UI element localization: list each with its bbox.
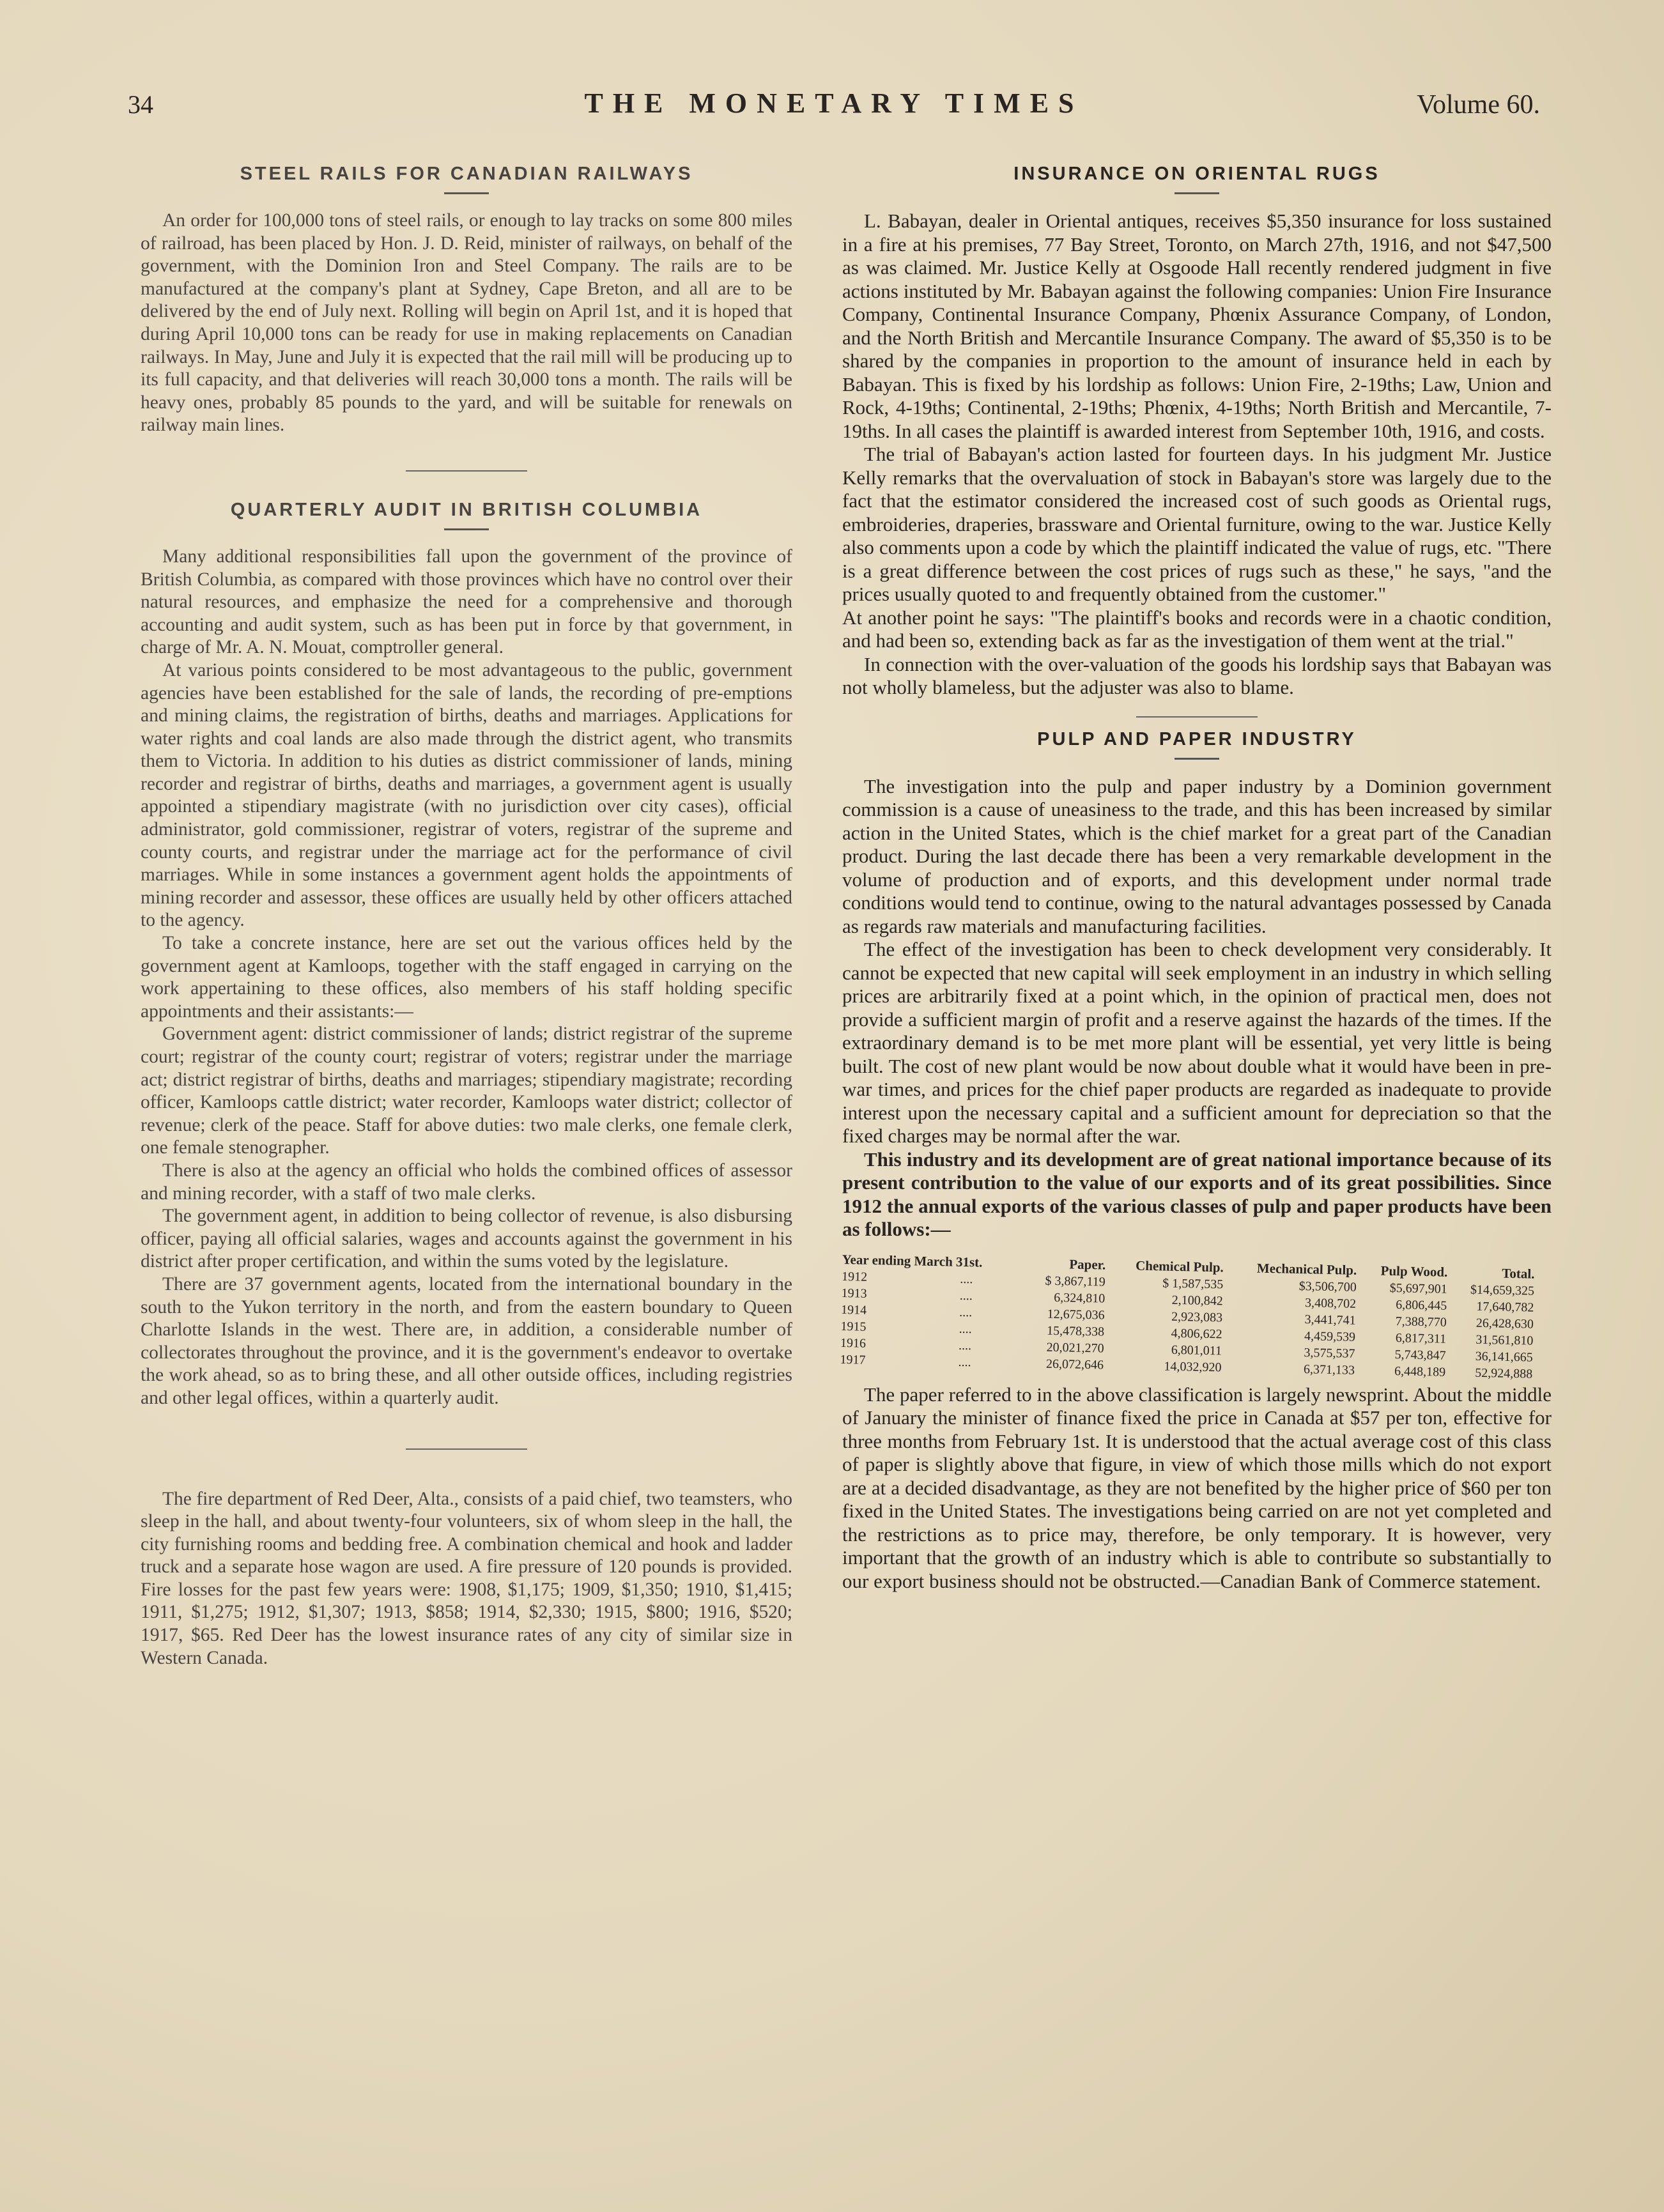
value-cell: 6,324,810: [1054, 1290, 1105, 1306]
column-header: Year ending March 31st.: [842, 1251, 983, 1270]
section-divider: [1136, 716, 1258, 718]
article-pulp-paper: [842, 729, 1552, 1594]
value-cell: 2,923,083: [1171, 1309, 1223, 1325]
paragraph: L. Babayan, dealer in Oriental antiques, receives $5,350 insurance for loss sustained in a fire at his premises, 77 Bay Street, Toronto, on March 27th, 1916, and not $47,500 as was claimed. Mr. Justice Kelly at Osgoode Hall recently rendered judgment in five actions instituted by Mr. Babayan against the following companies: Union Fire Insurance Company, Continental Insurance Company, Phœnix Assurance Company, of London, and the North British and Mercantile Insurance Company. The award of $5,350 is to be shared by the companies in proportion to the amount of insurance held in each by Babayan. This is fixed by his lordship as follows: Union Fire, 2-19ths; Law, Union and Rock, 4-19ths; Continental, 2-19ths; Phœnix, 4-19ths; North British and Mercantile, 7-19ths. In all cases the plaintiff is awarded interest from September 10th, 1916, and costs.: [842, 210, 1552, 442]
paragraph: The government agent, in addition to being collector of revenue, is also disbursing officer, paying all official salaries, wages and accounts against the government in his district after proper certification, and within the sums voted by the legislature.: [141, 1206, 792, 1272]
value-cell: 26,428,630: [1475, 1316, 1534, 1332]
year-cell: 1912: [841, 1269, 868, 1284]
volume-label: Volume 60.: [1417, 90, 1540, 119]
title-underline: [444, 528, 489, 530]
exports-table: [840, 1252, 1539, 1383]
value-cell: 26,072,646: [1045, 1356, 1104, 1372]
value-cell: 6,817,311: [1395, 1330, 1447, 1346]
value-cell: 4,459,539: [1304, 1328, 1356, 1344]
leader-dots: ....: [959, 1305, 973, 1319]
year-cell: 1914: [840, 1302, 867, 1317]
value-cell: 6,448,189: [1394, 1363, 1446, 1379]
paragraph: There are 37 government agents, located from the international boundary in the south to the Yukon territory in the north, and from the eastern boundary to Queen Charlotte Islands in the west. There are, in addition, a considerable number of collectorates throughout the province, and it is the government's endeavor to overtake the work ahead, so as to bring these, and all other outside offices, including registries and other legal offices, within a quarterly audit.: [141, 1273, 792, 1408]
section-divider: [406, 470, 527, 472]
value-cell: $ 1,587,535: [1162, 1276, 1224, 1291]
article-steel-rails: [141, 164, 792, 437]
column-header: Pulp Wood.: [1380, 1263, 1448, 1280]
paragraph: The paper referred to in the above classification is largely newsprint. About the middle of January the minister of finance fixed the price in Canada at $57 per ton, effective for three months from February 1st. It is understood that the actual average cost of this class of paper is slightly above that figure, in view of which those mills which do not export are at a decided disadvantage, as they are not benefited by the higher price of $60 per ton fixed in the United States. The investigations being carried on are not yet completed and the restrictions as to price may, therefore, be only temporary. It is however, very important that the growth of an industry which is able to contribute so substantially to our export business should not be obstructed.—Canadian Bank of Commerce statement.: [842, 1383, 1552, 1592]
paragraph: To take a concrete instance, here are set out the various offices held by the government agent at Kamloops, together with the staff engaged in carrying on the work appertaining to these offices, also members of his staff holding specific appointments and their assistants:—: [141, 933, 792, 1022]
title-underline: [1175, 758, 1219, 760]
column-header: Total.: [1502, 1265, 1535, 1282]
value-cell: $ 3,867,119: [1045, 1273, 1105, 1289]
right-column: [842, 160, 1552, 1593]
paragraph: Many additional responsibilities fall upon the government of the province of British Columbia, as compared with those provinces which have no control over their natural resources, and emphasize the need for a comprehensive and thorough accounting and audit system, such as has been put in force by that government, in charge of Mr. A. N. Mouat, comptroller general.: [141, 546, 792, 658]
paragraph: There is also at the agency an official who holds the combined offices of assessor and mining recorder, with a staff of two male clerks.: [141, 1160, 792, 1204]
value-cell: 20,021,270: [1046, 1340, 1104, 1356]
year-cell: 1916: [840, 1335, 867, 1351]
article-title: QUARTERLY AUDIT IN BRITISH COLUMBIA: [230, 499, 703, 520]
title-underline: [1175, 192, 1219, 194]
value-cell: 5,743,847: [1394, 1347, 1446, 1363]
value-cell: 14,032,920: [1164, 1359, 1222, 1374]
left-column: [141, 160, 792, 1670]
leader-dots: ....: [960, 1271, 973, 1286]
value-cell: 3,441,741: [1304, 1312, 1356, 1328]
value-cell: 31,561,810: [1475, 1332, 1534, 1348]
column-header: Mechanical Pulp.: [1256, 1260, 1357, 1278]
paragraph: At another point he says: "The plaintiff's books and records were in a chaotic condition, and had been so, extending back as far as the investigation of them went at the trial.": [842, 606, 1552, 652]
page-number: 34: [128, 90, 153, 119]
value-cell: 6,801,011: [1171, 1342, 1222, 1358]
value-cell: 3,575,537: [1304, 1345, 1355, 1361]
paragraph: An order for 100,000 tons of steel rails, or enough to lay tracks on some 800 miles of railroad, has been placed by Hon. J. D. Reid, minister of railways, on behalf of the government, with the Dominion Iron and Steel Company. The rails are to be manufactured at the company's plant at Sydney, Cape Breton, and all are to be delivered by the end of July next. Rolling will begin on April 1st, and it is hoped that during April 10,000 tons can be ready for use in making replacements on Canadian railways. In May, June and July it is expected that the rail mill will be producing up to its full capacity, and that deliveries will reach 30,000 tons a month. The rails will be heavy ones, probably 85 pounds to the yard, and will be suitable for renewals on railway main lines.: [141, 210, 792, 436]
year-cell: 1917: [840, 1352, 866, 1367]
leader-dots: ....: [959, 1321, 972, 1336]
year-cell: 1913: [841, 1286, 867, 1301]
value-cell: 3,408,702: [1304, 1295, 1357, 1311]
leader-dots: ....: [958, 1338, 972, 1353]
column-header: Paper.: [1069, 1256, 1106, 1273]
value-cell: 4,806,622: [1171, 1326, 1222, 1341]
paragraph: At various points considered to be most advantageous to the public, government agencies have been established for the sale of lands, the recording of pre-emptions and mining claims, the registration of births, deaths and marriages. Applications for water rights and coal lands are also made through the district agent, who transmits them to Victoria. In addition to his duties as district commissioner of lands, mining recorder and registrar of births, deaths and marriages, a government agent is usually appointed a stipendiary magistrate (with no jurisdiction over city cases), official administrator, gold commissioner, registrar of voters, registrar of the supreme and county courts, and registrar under the marriage act for the performance of civil marriages. While in some instances a government agent holds the appointments of mining recorder and assessor, these offices are usually held by other officers attached to the agency.: [141, 659, 792, 931]
value-cell: 17,640,782: [1476, 1299, 1534, 1315]
paragraph: The effect of the investigation has been to check development very considerably. It cannot be expected that new capital will seek employment in an industry in which selling prices are arbitrarily fixed at a point which, in the opinion of practical men, does not provide a sufficient margin of profit and a reserve against the hazards of the times. If the extraordinary demand is to be met more plant will be essential, yet very little is being built. The cost of new plant would be now about double what it would have been in pre-war times, and prices for the chief paper products are regarded as inadequate to provide interest upon the necessary capital and a sufficient amount for depreciation so that the fixed charges may be normal after the war.: [842, 938, 1552, 1147]
title-underline: [444, 192, 489, 194]
article-title: INSURANCE ON ORIENTAL RUGS: [1013, 164, 1380, 184]
paragraph: This industry and its development are of great national importance because of its present contribution to the value of our exports and of its great possibilities. Since 1912 the annual exports of the various classes of pulp and paper products have been as follows:—: [842, 1148, 1552, 1240]
value-cell: $14,659,325: [1470, 1282, 1535, 1298]
paragraph: The investigation into the pulp and paper industry by a Dominion government commission is a cause of uneasiness to the trade, and this has been increased by similar action in the United States, which is the chief market for a great part of the Canadian product. During the last decade there has been a very remarkable development in the volume of production and of exports, and this development under normal trade conditions would tend to continue, owing to the natural advantages possessed by Canada as regards raw materials and manufacturing facilities.: [842, 774, 1552, 937]
article-red-deer-fire: [141, 1488, 792, 1670]
paragraph: The fire department of Red Deer, Alta., consists of a paid chief, two teamsters, who sleep in the hall, and about twenty-four volunteers, six of whom sleep in the hall, the city furnishing rooms and bedding free. A combination chemical and hook and ladder truck and a separate hose wagon are used. A fire pressure of 120 pounds is provided. Fire losses for the past few years were: 1908, $1,175; 1909, $1,350; 1910, $1,415; 1911, $1,275; 1912, $1,307; 1913, $858; 1914, $2,330; 1915, $800; 1916, $520; 1917, $65. Red Deer has the lowest insurance rates of any city of similar size in Western Canada.: [141, 1488, 792, 1668]
value-cell: 2,100,842: [1171, 1293, 1223, 1308]
paragraph: Government agent: district commissioner of lands; district registrar of the supreme court; registrar of the county court; registrar of voters; registrar under the marriage act; district registrar of births, deaths and marriages; stipendiary magistrate; recording officer, Kamloops cattle district; water recorder, Kamloops water district; collector of revenue; clerk of the peace. Staff for above duties: two male clerks, one female clerk, one female stenographer.: [141, 1024, 792, 1158]
value-cell: 7,388,770: [1395, 1314, 1447, 1330]
value-cell: $5,697,901: [1389, 1280, 1448, 1296]
year-cell: 1915: [840, 1319, 867, 1334]
section-divider: [406, 1448, 527, 1450]
page-header: [128, 89, 1540, 128]
article-oriental-rugs: [842, 164, 1552, 700]
value-cell: 52,924,888: [1475, 1365, 1533, 1381]
masthead: THE MONETARY TIMES: [584, 88, 1084, 119]
value-cell: 15,478,338: [1046, 1323, 1105, 1339]
article-title: PULP AND PAPER INDUSTRY: [1037, 728, 1357, 749]
article-title: STEEL RAILS FOR CANADIAN RAILWAYS: [240, 164, 693, 184]
leader-dots: ....: [958, 1355, 971, 1369]
leader-dots: ....: [959, 1288, 973, 1303]
value-cell: 36,141,665: [1475, 1349, 1533, 1365]
value-cell: $3,506,700: [1298, 1279, 1357, 1294]
value-cell: 12,675,036: [1047, 1307, 1105, 1323]
column-header: Chemical Pulp.: [1135, 1257, 1224, 1275]
value-cell: 6,806,445: [1396, 1297, 1447, 1313]
value-cell: 6,371,133: [1303, 1362, 1355, 1378]
paragraph: In connection with the over-valuation of the goods his lordship says that Babayan was not wholly blameless, but the adjuster was also to blame.: [842, 652, 1552, 698]
table-body: [840, 1268, 1538, 1382]
paragraph: The trial of Babayan's action lasted for fourteen days. In his judgment Mr. Justice Kelly remarks that the overvaluation of stock in Babayan's store was largely due to the fact that the estimator considered the increased cost of such goods as Oriental rugs, embroideries, draperies, brassware and Oriental furniture, owing to the war. Justice Kelly also comments upon a code by which the plaintiff indicated the value of rugs, etc. "There is a great difference between the cost prices of rugs such as these," he says, "and the prices usually quoted to and frequently obtained from the customer.": [842, 443, 1552, 605]
article-quarterly-audit: [141, 500, 792, 1410]
